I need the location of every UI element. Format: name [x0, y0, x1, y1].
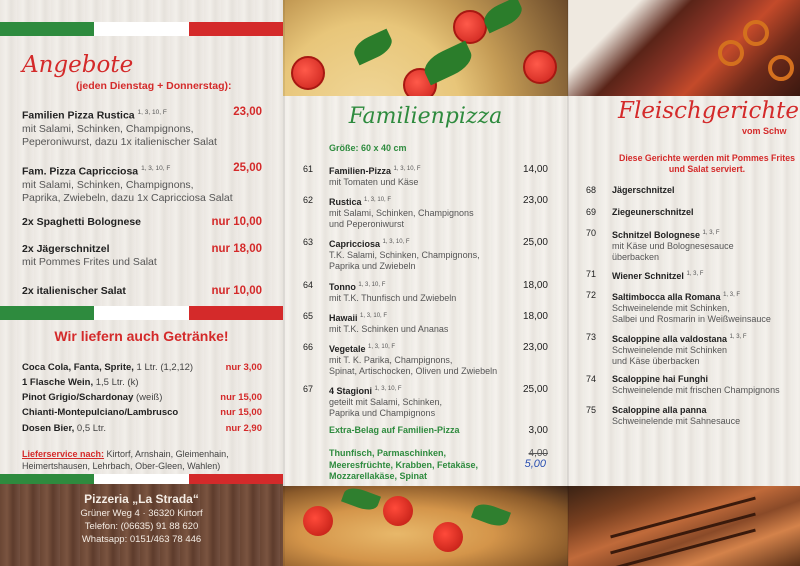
offer-name: 2x Jägerschnitzel: [22, 243, 110, 255]
note-line: und Salat serviert.: [668, 164, 746, 174]
drink-price: nur 15,00: [220, 407, 262, 418]
item-codes: 1, 3, 10, F: [358, 282, 386, 288]
menu-item: [586, 207, 800, 218]
item-number: 73: [586, 332, 597, 342]
item-number: 75: [586, 405, 597, 415]
item-codes: 1, 3, 10, F: [393, 166, 421, 172]
menu-item: [586, 269, 800, 282]
item-desc: und Peperoniwurst: [329, 219, 405, 229]
item-name: Scaloppine alla valdostana: [612, 334, 728, 344]
offer-name: 2x Spaghetti Bolognese: [22, 216, 142, 228]
item-name: Wiener Schnitzel: [612, 271, 684, 281]
angebote-subtitle: (jeden Dienstag + Donnerstag):: [76, 80, 232, 92]
item-codes: 1, 3, 10, F: [382, 239, 410, 245]
getraenke-title: Wir liefern auch Getränke!: [54, 328, 229, 344]
item-desc: Schweinelende mit Schinken,: [612, 303, 730, 313]
note-line: Diese Gerichte werden mit Pommes Frites: [618, 153, 795, 163]
item-name: Schnitzel Bolognese: [612, 230, 701, 240]
item-number: 62: [303, 195, 314, 205]
item-price: 25,00: [522, 384, 548, 395]
drink-size: 1,5 Ltr. (k): [93, 377, 139, 388]
item-desc: mit T. K. Parika, Champignons,: [329, 355, 453, 365]
menu-item: [303, 237, 548, 272]
item-price: 23,00: [522, 342, 548, 353]
item-name: Scaloppine alla panna: [612, 405, 707, 415]
offer-desc: Peperoniwurst, dazu 1x italienischer Salat: [22, 135, 217, 148]
drink-price: nur 3,00: [225, 362, 262, 373]
drink-price: nur 2,90: [225, 423, 262, 434]
drink-size: (weiß): [133, 392, 163, 403]
item-desc: und Käse überbacken: [612, 356, 700, 366]
pizzeria-name: Pizzeria „La Strada“: [84, 492, 199, 506]
item-codes: 1, 3, F: [729, 334, 747, 340]
item-number: 65: [303, 311, 314, 321]
item-desc: Salbei und Rosmarin in Weißweinsauce: [612, 314, 771, 324]
item-number: 64: [303, 280, 314, 290]
extra-belag-premium: [329, 448, 548, 483]
pizza-photo-bottom: [283, 486, 568, 566]
offer-codes: 1, 3, 10, F: [137, 109, 167, 116]
item-desc: mit Tomaten und Käse: [329, 177, 419, 187]
menu-item: [586, 374, 800, 396]
drink-size: 0,5 Ltr.: [74, 423, 106, 434]
angebote-title: Angebote: [22, 52, 134, 78]
drink-name: 1 Flasche Wein,: [22, 377, 94, 388]
extra-belag-label: Extra-Belag auf Familien-Pizza: [329, 425, 460, 435]
menu-item: [303, 195, 548, 230]
item-codes: 1, 3, F: [686, 271, 704, 277]
item-name: Hawaii: [329, 313, 358, 323]
item-codes: 1, 3, 10, F: [374, 386, 402, 392]
item-desc: Schweinelende mit Sahnesauce: [612, 416, 741, 426]
menu-item: [586, 228, 800, 263]
item-price: 25,00: [522, 237, 548, 248]
drink-name: Coca Cola, Fanta, Sprite,: [22, 362, 134, 373]
drink-item: [22, 423, 262, 434]
offer-price: 25,00: [233, 162, 262, 174]
item-price: 23,00: [522, 195, 548, 206]
item-codes: 1, 3, F: [702, 230, 720, 236]
italian-flag-stripe-top: [0, 22, 283, 36]
familienpizza-size: Größe: 60 x 40 cm: [329, 143, 407, 153]
item-desc: Paprika und Zwiebeln: [329, 261, 416, 271]
item-codes: 1, 3, 10, F: [368, 344, 396, 350]
item-number: 63: [303, 237, 314, 247]
whatsapp: Whatsapp: 0151/463 78 446: [81, 534, 202, 545]
item-codes: 1, 3, 10, F: [360, 313, 388, 319]
menu-item: [303, 164, 548, 188]
fold-line: [567, 0, 569, 566]
menu-item: [303, 311, 548, 335]
menu-item: [303, 384, 548, 419]
extra-belag-price: 3,00: [528, 425, 548, 436]
lieferservice: [22, 448, 262, 472]
item-name: Jägerschnitzel: [612, 185, 675, 195]
offer-desc: Paprika, Zwiebeln, dazu 1x Capricciosa Salat: [22, 191, 233, 204]
item-desc: T.K. Salami, Schinken, Champignons,: [329, 250, 480, 260]
phone: Telefon: (06635) 91 88 620: [84, 521, 199, 532]
item-name: Rustica: [329, 197, 362, 207]
item-name: Saltimbocca alla Romana: [612, 292, 721, 302]
item-desc: mit T.K. Schinken und Ananas: [329, 324, 449, 334]
fleischgerichte-note: [612, 153, 800, 175]
menu-item: [586, 185, 800, 196]
extra-belag-premium-text: Meeresfrüchte, Krabben, Fetakäse,: [329, 459, 479, 470]
drink-item: [22, 377, 262, 388]
offer-price: nur 10,00: [211, 216, 262, 228]
item-number: 66: [303, 342, 314, 352]
offer-desc: mit Salami, Schinken, Champignons,: [22, 178, 194, 191]
item-name: Ziegeunerschnitzel: [612, 207, 694, 217]
offer-price: nur 10,00: [211, 285, 262, 297]
menu-item: [586, 332, 800, 367]
offer-item: [22, 162, 262, 205]
drink-item: [22, 362, 262, 373]
item-number: 70: [586, 228, 597, 238]
extra-belag: [329, 425, 548, 435]
fleischgerichte-title: Fleischgerichte: [618, 98, 800, 124]
drink-size: 1 Ltr. (1,2,12): [133, 362, 194, 373]
item-codes: 1, 3, F: [723, 292, 741, 298]
item-number: 74: [586, 374, 597, 384]
chicken-photo: [568, 486, 800, 566]
italian-flag-stripe-middle: [0, 306, 283, 320]
item-name: Capricciosa: [329, 239, 381, 249]
item-desc: mit Käse und Bolognesesauce: [612, 241, 734, 251]
item-name: 4 Stagioni: [329, 386, 373, 396]
drink-name: Dosen Bier,: [22, 423, 75, 434]
item-number: 61: [303, 164, 314, 174]
item-number: 68: [586, 185, 597, 195]
offer-price: 23,00: [233, 106, 262, 118]
item-desc: mit T.K. Thunfisch und Zwiebeln: [329, 293, 457, 303]
new-price-handwritten: 5,00: [524, 458, 546, 470]
old-price: 4,00: [528, 448, 548, 459]
item-desc: überbacken: [612, 252, 660, 262]
familienpizza-title: Familienpizza: [348, 104, 503, 129]
item-desc: mit Salami, Schinken, Champignons: [329, 208, 474, 218]
address: Grüner Weg 4 · 36320 Kirtorf: [80, 508, 203, 519]
item-price: 18,00: [522, 280, 548, 291]
item-number: 69: [586, 207, 597, 217]
drink-item: [22, 407, 262, 418]
steak-photo: [568, 0, 800, 96]
item-number: 71: [586, 269, 597, 279]
item-name: Scaloppine hai Funghi: [612, 374, 709, 384]
offer-codes: 1, 3, 10, F: [141, 165, 171, 172]
menu-item: [586, 290, 800, 325]
drink-item: [22, 392, 262, 403]
pizza-photo-top: [283, 0, 568, 96]
drink-price: nur 15,00: [220, 392, 262, 403]
extra-belag-premium-text: Mozzarellakäse, Spinat: [329, 471, 428, 481]
offer-name: 2x italienischer Salat: [22, 285, 126, 297]
offer-item: [22, 216, 262, 229]
item-desc: geteilt mit Salami, Schinken,: [329, 397, 443, 407]
item-name: Familien-Pizza: [329, 166, 392, 176]
drink-name: Pinot Grigio/Schardonay: [22, 392, 134, 403]
offer-item: [22, 285, 262, 298]
lieferservice-label: Lieferservice nach:: [22, 449, 105, 459]
item-name: Vegetale: [329, 344, 366, 354]
footer-contact: [0, 484, 283, 566]
item-desc: Schweinelende mit Schinken: [612, 345, 728, 355]
offer-item: [22, 106, 262, 149]
fold-line: [283, 0, 285, 566]
drink-name: Chianti-Montepulciano/Lambrusco: [22, 407, 179, 418]
item-price: 18,00: [522, 311, 548, 322]
item-price: 14,00: [522, 164, 548, 175]
item-codes: 1, 3, 10, F: [364, 197, 392, 203]
fleischgerichte-subtitle: vom Schw: [742, 126, 787, 136]
extra-belag-premium-text: Thunfisch, Parmaschinken,: [329, 448, 447, 458]
menu-item: [303, 280, 548, 304]
menu-item: [586, 405, 800, 427]
item-desc: Spinat, Artischocken, Oliven und Zwiebeln: [329, 366, 498, 376]
offer-item: [22, 243, 262, 269]
offer-desc: mit Pommes Frites und Salat: [22, 256, 157, 268]
offer-desc: mit Salami, Schinken, Champignons,: [22, 122, 194, 135]
offer-name: Familien Pizza Rustica: [22, 109, 135, 122]
item-desc: Schweinelende mit frischen Champignons: [612, 385, 780, 395]
lieferservice-text: Kirtorf, Arnshain, Gleimenhain, Heimertshausen, Lehrbach, Ober-Gleen, Wahlen): [22, 449, 229, 471]
offer-price: nur 18,00: [211, 243, 262, 255]
menu-item: [303, 342, 548, 377]
item-number: 72: [586, 290, 597, 300]
item-name: Tonno: [329, 282, 356, 292]
item-number: 67: [303, 384, 314, 394]
offer-name: Fam. Pizza Capricciosa: [22, 165, 139, 178]
item-desc: Paprika und Champignons: [329, 408, 436, 418]
